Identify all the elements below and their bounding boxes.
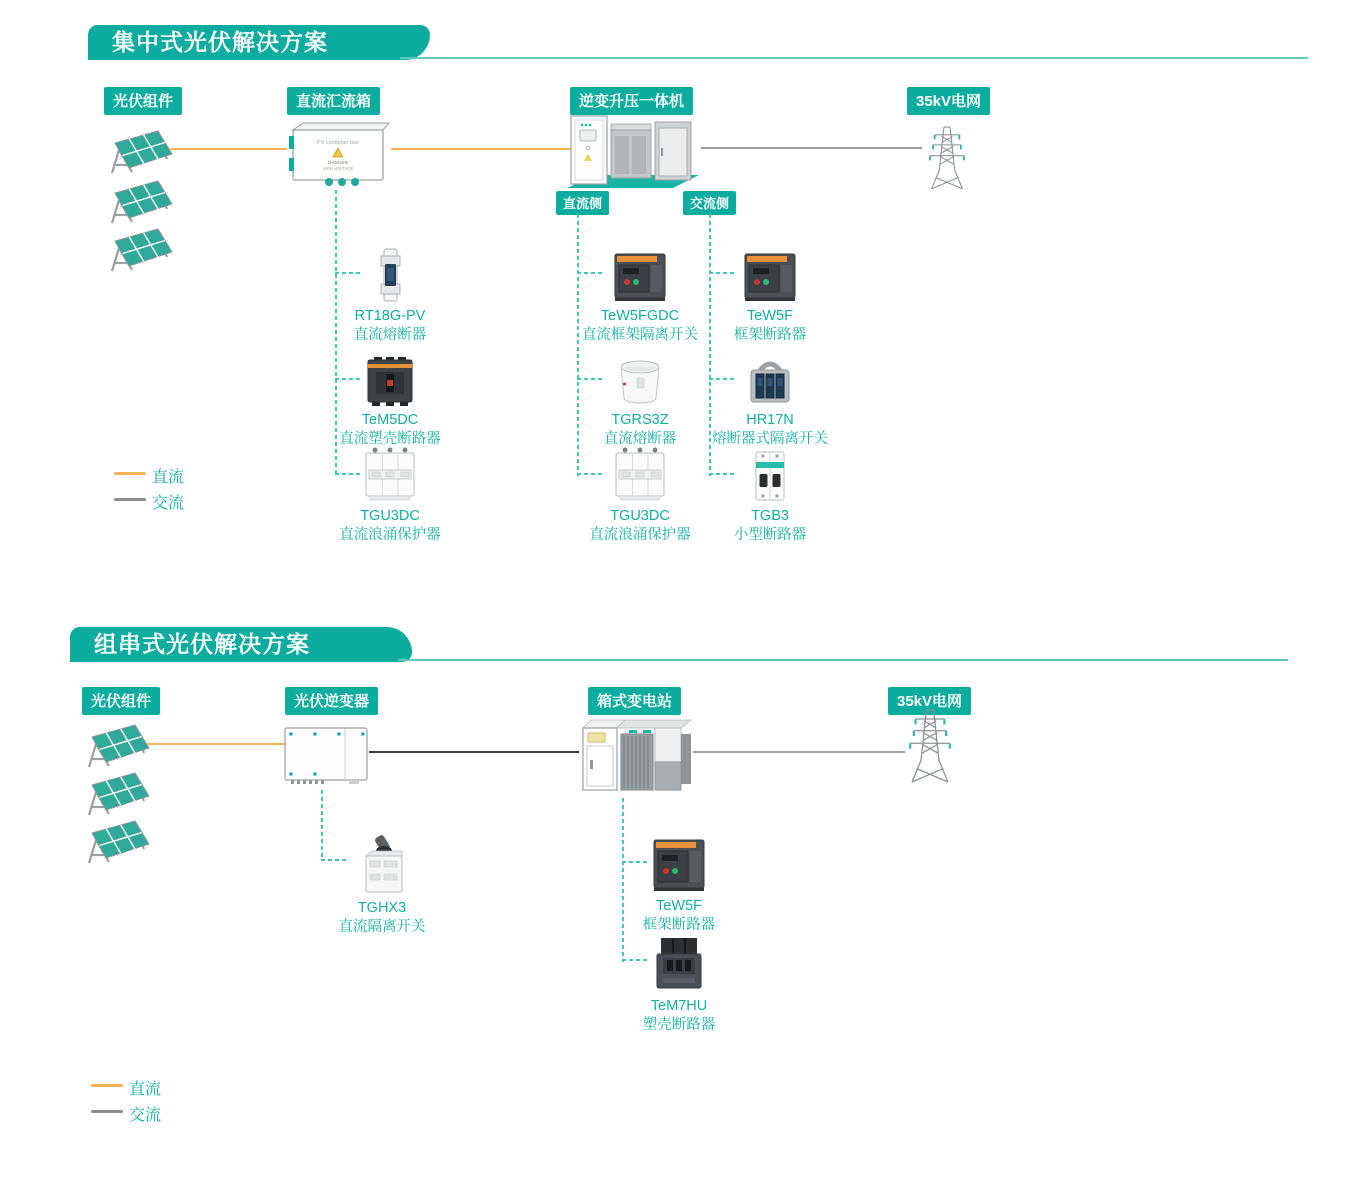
product-desc: 框架断路器: [642, 917, 716, 933]
solar-panel-icon: [103, 128, 175, 178]
label-inverter-boost-unit: 逆变升压一体机: [570, 87, 693, 115]
section2-title: [70, 627, 412, 662]
pv-inverter-image: [283, 724, 371, 788]
product-desc: 熔断器式隔离开关: [712, 431, 828, 447]
label-pv-modules-1: 光伏组件: [104, 87, 182, 115]
mccb-image: [655, 936, 703, 992]
dc-acb-image: [613, 252, 667, 302]
product-model: TeM5DC: [361, 412, 419, 428]
product-desc: 小型断路器: [733, 527, 807, 543]
product-tghx3: [317, 832, 447, 937]
product-model: TGHX3: [357, 900, 407, 916]
product-tgu3dc-1: [325, 446, 455, 545]
tag-ac-side: 交流侧: [683, 191, 736, 215]
grid-tower-icon: [903, 702, 957, 790]
product-tem5dc: [325, 350, 455, 449]
tag-dc-side: 直流侧: [556, 191, 609, 215]
product-model: TeW5F: [656, 898, 702, 914]
combiner-box-voltage-text: HIGH VOLTAGE: [322, 166, 354, 171]
product-desc: 直流熔断器: [603, 431, 677, 447]
legend-dc-swatch: [91, 1084, 123, 1087]
product-tew5f-1: [705, 246, 835, 345]
solar-panel-icon: [80, 818, 152, 868]
product-desc: 直流浪涌保护器: [339, 527, 441, 543]
product-tgu3dc-2: [575, 446, 705, 545]
product-model: TGB3: [751, 508, 789, 524]
acb-image: [743, 252, 797, 302]
product-desc: 直流隔离开关: [338, 919, 426, 935]
label-box-substation: 箱式变电站: [588, 687, 681, 715]
product-model: TGU3DC: [360, 508, 420, 524]
legend-dc-label: 直流: [152, 469, 185, 486]
product-desc: 框架断路器: [733, 327, 807, 343]
product-model: TeM7HU: [650, 998, 708, 1014]
dc-fuse-cylinder-image: [618, 358, 662, 406]
dc-mccb-image: [366, 356, 414, 406]
product-model: RT18G-PV: [354, 308, 426, 324]
product-model: TeW5FGDC: [600, 308, 680, 324]
fuse-switch-image: [747, 358, 793, 406]
product-tem7hu: [614, 936, 744, 1035]
product-model: HR17N: [746, 412, 794, 428]
product-hr17n: [705, 350, 835, 449]
section1-title: [88, 25, 430, 60]
legend-ac-swatch: [91, 1110, 123, 1113]
dc-isolator-image: [358, 834, 406, 894]
product-desc: 直流框架隔离开关: [582, 327, 698, 343]
dc-line: [170, 148, 287, 150]
product-desc: 直流熔断器: [353, 327, 427, 343]
dc-line: [147, 743, 285, 745]
combiner-box-title-text: PV combiner box: [317, 140, 359, 146]
legend-ac-swatch: [114, 498, 146, 501]
product-model: TGU3DC: [610, 508, 670, 524]
legend-ac-label: 交流: [129, 1107, 162, 1124]
product-model: TeW5F: [747, 308, 793, 324]
dc-spd-image: [365, 446, 415, 502]
product-tew5f-2: [614, 836, 744, 935]
dc-fuse-image: [377, 248, 403, 302]
solar-panel-icon: [103, 178, 175, 228]
label-dc-combiner-box: 直流汇流箱: [287, 87, 380, 115]
ac-line: [693, 751, 905, 753]
product-desc: 直流塑壳断路器: [339, 431, 441, 447]
product-model: TGRS3Z: [611, 412, 669, 428]
product-tgrs3z: [575, 350, 705, 449]
product-desc: 塑壳断路器: [642, 1017, 716, 1033]
dc-line: [391, 148, 571, 150]
section2-title-rule: [398, 659, 1288, 661]
product-tew5fgdc: [575, 246, 705, 345]
solar-panel-icon: [80, 770, 152, 820]
box-substation-image: [577, 714, 695, 796]
combiner-box-danger-text: DANGER: [328, 160, 348, 165]
solar-panel-icon: [80, 722, 152, 772]
label-35kv-grid-2: 35kV电网: [888, 687, 971, 715]
legend-dc-label: 直流: [129, 1081, 162, 1098]
section2-title-text: 组串式光伏解决方案: [94, 631, 310, 657]
solar-panel-icon: [103, 226, 175, 276]
dc-spd-image: [615, 446, 665, 502]
product-desc: 直流浪涌保护器: [589, 527, 691, 543]
dc-combiner-box-image: [285, 120, 393, 188]
section1-title-text: 集中式光伏解决方案: [112, 29, 328, 55]
inverter-boost-unit-image: [563, 108, 703, 194]
label-pv-modules-2: 光伏组件: [82, 687, 160, 715]
grid-tower-icon: [922, 124, 972, 192]
ac-line: [701, 147, 922, 149]
label-35kv-grid-1: 35kV电网: [907, 87, 990, 115]
section1-title-rule: [400, 57, 1308, 59]
ac-line: [369, 751, 579, 753]
label-pv-inverter: 光伏逆变器: [285, 687, 378, 715]
product-rt18g-pv: [325, 246, 455, 345]
legend-ac-label: 交流: [152, 495, 185, 512]
product-tgb3: [705, 446, 835, 545]
legend-dc-swatch: [114, 472, 146, 475]
mcb-image: [753, 450, 787, 502]
acb-image: [652, 838, 706, 892]
